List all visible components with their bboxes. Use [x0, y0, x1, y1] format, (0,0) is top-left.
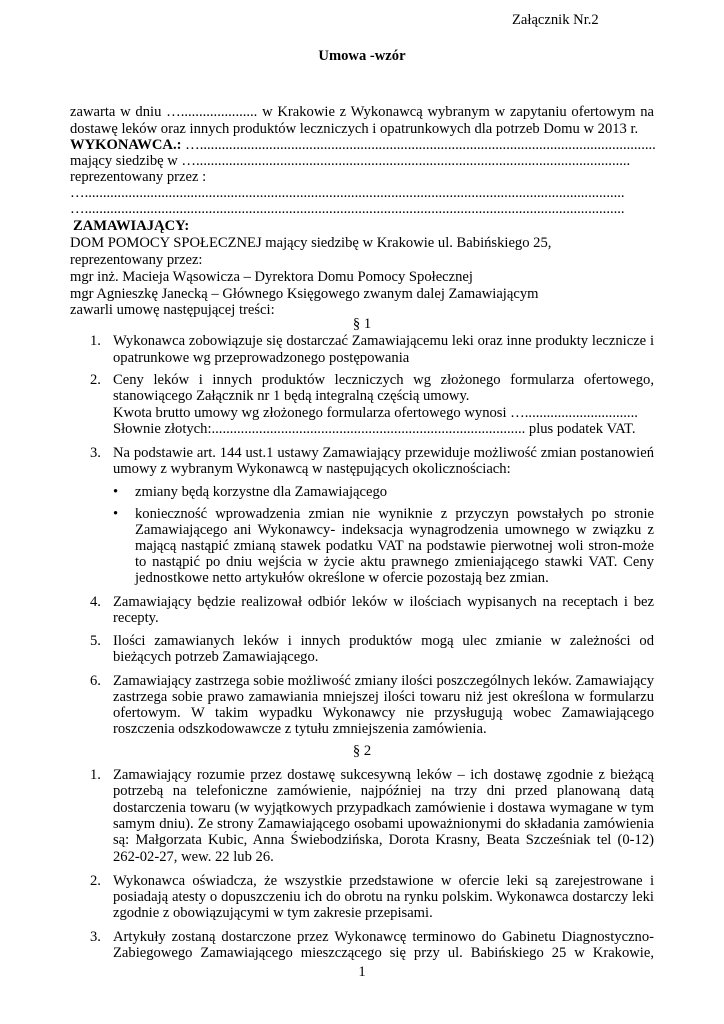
contract-amount-line: Kwota brutto umowy wg złożonego formularza ofertowego wynosi …...............................: [113, 405, 638, 421]
contractor-name-blank: ….............................................................................................................................: [181, 137, 656, 153]
intro-line: dostawę leków oraz innych produktów leczniczych i opatrunkowych dla potrzeb Domu w 2013 r.: [70, 121, 639, 137]
contractor-seat: mający siedzibę w ….......................................................................................................................: [70, 153, 631, 169]
bullet-line: Zamawiającego ani Wykonawcy- indeksacja wynagrodzenia umownego w związku z: [135, 522, 654, 538]
intro-line: zawarta w dniu …..................... w Krakowie z Wykonawcą wybranym w zapytaniu ofertowym na: [70, 104, 654, 120]
paragraph-line: dostarczenia towaru (w wyjątkowych przypadkach zamówienie i dostawa wymagane w tym: [113, 800, 654, 816]
section-2-symbol: § 2: [352, 743, 372, 759]
bullet-line: to nastąpić po dniu wejścia w życie aktu prawnego zmieniającego stawki VAT. Ceny: [135, 554, 654, 570]
contractor-representative-blank: …....................................................................................................................................................: [70, 201, 625, 217]
annex-label: Załącznik Nr.2: [512, 12, 599, 28]
paragraph-line: Wykonawca zobowiązuje się dostarczać Zamawiającemu leki oraz inne produkty lecznicze i: [113, 333, 654, 349]
paragraph-number: 4.: [90, 594, 101, 610]
client-line: mgr inż. Macieja Wąsowicza – Dyrektora Domu Pomocy Społecznej: [70, 269, 473, 285]
paragraph-number: 3.: [90, 445, 101, 461]
client-label: ZAMAWIAJĄCY:: [73, 218, 190, 234]
bullet-line: mającą nastąpić zmianą stawek podatku VAT na podstawie pierwotnej woli stron-może: [135, 538, 654, 554]
client-line: mgr Agnieszkę Janecką – Głównego Księgowego zwanym dalej Zamawiającym: [70, 286, 539, 302]
paragraph-number: 2.: [90, 372, 101, 388]
contractor-represented: reprezentowany przez :: [70, 169, 207, 185]
paragraph-number: 1.: [90, 333, 101, 349]
bullet-line: jednostkowe netto artykułów określone w ofercie pozostają bez zmian.: [135, 570, 549, 586]
paragraph-line: Wykonawca oświadcza, że wszystkie przedstawione w ofercie leki są zarejestrowane i: [113, 873, 654, 889]
paragraph-line: opatrunkowe wg przeprowadzonego postępowania: [113, 350, 410, 366]
paragraph-line: Artykuły zostaną dostarczone przez Wykonawcę terminowo do Gabinetu Diagnostyczno-: [113, 929, 654, 945]
bullet-line: konieczność wprowadzenia zmian nie wyniknie z przyczyn powstałych po stronie: [135, 506, 654, 522]
paragraph-line: Zamawiający będzie realizował odbiór leków w ilościach wypisanych na receptach i bez: [113, 594, 654, 610]
paragraph-number: 6.: [90, 673, 101, 689]
client-line: DOM POMOCY SPOŁECZNEJ mający siedzibę w Krakowie ul. Babińskiego 25,: [70, 235, 552, 251]
client-line: reprezentowany przez:: [70, 252, 203, 268]
client-line: zawarli umowę następującej treści:: [70, 302, 275, 318]
paragraph-line: zastrzega sobie prawo zamawiania mniejszej ilości towaru niż jest określona w formularzu: [113, 689, 654, 705]
paragraph-line: Zamawiający zastrzega sobie możliwość zmiany ilości poszczególnych leków. Zamawiający: [113, 673, 654, 689]
paragraph-line: Ilości zamawianych leków i innych produktów mogą ulec zmianie w zależności od: [113, 633, 654, 649]
section-1-symbol: § 1: [352, 316, 372, 332]
page-number: 1: [358, 964, 366, 980]
paragraph-line: roszczenia odszkodowawcze z tytułu zmniejszenia zamówienia.: [113, 721, 487, 737]
paragraph-number: 5.: [90, 633, 101, 649]
bullet-icon: •: [113, 506, 119, 522]
contractor-label: WYKONAWCA.:: [70, 137, 182, 153]
paragraph-line: posiadają atesty o dopuszczeniu ich do obrotu na rynku polskim. Wykonawca dostarczy leki: [113, 889, 654, 905]
paragraph-line: recepty.: [113, 610, 159, 626]
paragraph-line: samym dniu). Ze strony Zamawiającego osobami upoważnionymi do składania zamówienia: [113, 816, 654, 832]
paragraph-number: 3.: [90, 929, 101, 945]
paragraph-line: zgodnie z obowiązującymi w tym zakresie przepisami.: [113, 905, 433, 921]
bullet-line: zmiany będą korzystne dla Zamawiającego: [135, 484, 388, 500]
contractor-row: [70, 137, 656, 153]
paragraph-line: umowy z wybranym Wykonawcą w następujących okolicznościach:: [113, 461, 511, 477]
paragraph-number: 1.: [90, 767, 101, 783]
paragraph-number: 2.: [90, 873, 101, 889]
paragraph-line: ofertowym. W takim wypadku Wykonawcy nie przysługują wobec Zamawiającego: [113, 705, 654, 721]
paragraph-line: stanowiącego Załącznik nr 1 będą integralną częścią umowy.: [113, 388, 470, 404]
paragraph-line: Ceny leków i innych produktów leczniczych wg złożonego formularza ofertowego,: [113, 372, 654, 388]
paragraph-line: Na podstawie art. 144 ust.1 ustawy Zamawiający przewiduje możliwość zmian postanowień: [113, 445, 654, 461]
paragraph-line: Zabiegowego Zamawiającego mieszczącego się przy ul. Babińskiego 25 w Krakowie,: [113, 945, 654, 961]
amount-in-words-line: Słownie złotych:...................................................................................... plus podatek VAT.: [113, 421, 636, 437]
paragraph-line: Zamawiający rozumie przez dostawę sukcesywną leków – ich dostawę zgodnie z bieżącą: [113, 767, 654, 783]
paragraph-line: 262-02-27, wew. 22 lub 26.: [113, 849, 274, 865]
paragraph-line: są: Małgorzata Kubic, Anna Świebodzińska, Dorota Krasny, Beata Szcześniak tel (0-12): [113, 832, 654, 848]
paragraph-line: bieżących potrzeb Zamawiającego.: [113, 649, 319, 665]
document-title: Umowa -wzór: [318, 48, 406, 64]
contractor-representative-blank: …....................................................................................................................................................: [70, 185, 625, 201]
bullet-icon: •: [113, 484, 119, 500]
paragraph-line: potrzebą na telefoniczne zamówienie, najpóźniej na trzy dni przed planowaną datą: [113, 783, 654, 799]
